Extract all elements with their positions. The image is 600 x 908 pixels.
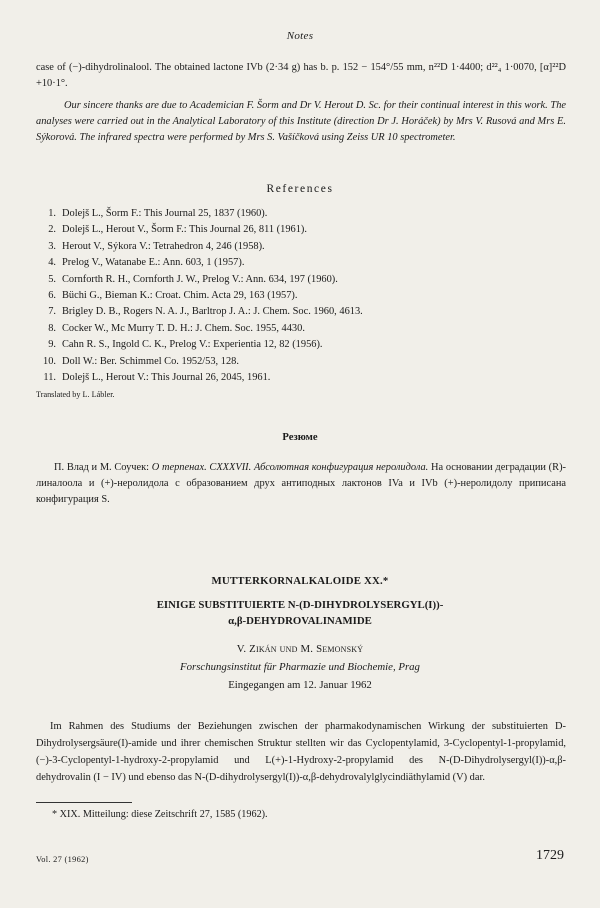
reference-item [36, 222, 566, 238]
reference-item [36, 239, 566, 255]
reference-number: 3. [48, 240, 56, 252]
reference-text: Cahn R. S., Ingold C. K., Prelog V.: Experientia 12, 82 (1956). [62, 339, 323, 351]
reference-number: 5. [48, 273, 56, 285]
article-authors: V. Zikán und M. Semonský [236, 643, 364, 655]
page-number: 1729 [536, 848, 564, 863]
reference-item [36, 288, 566, 304]
resume-paragraph [36, 460, 566, 508]
reference-number: 8. [48, 322, 56, 334]
reference-number: 4. [48, 257, 56, 269]
reference-text: Cornforth R. H., Cornforth J. W., Prelog V.: Ann. 634, 197 (1960). [62, 273, 338, 285]
resume-title: О терпенах. CXXXVII. Абсолютная конфигурация неролидола. [151, 462, 429, 473]
resume-authors: П. Влад и М. Соучек: [54, 462, 152, 473]
reference-number: 2. [48, 224, 56, 236]
references-list [36, 206, 566, 386]
reference-item [36, 321, 566, 337]
reference-item [36, 370, 566, 386]
reference-item [36, 304, 566, 320]
reference-item [36, 272, 566, 288]
reference-item [36, 255, 566, 271]
article-title: MUTTERKORNALKALOIDE XX.* [211, 575, 389, 587]
footnote-divider [36, 802, 132, 803]
reference-text: Dolejš L., Herout V.: This Journal 26, 2045, 1961. [62, 372, 271, 384]
article-intro-paragraph: Im Rahmen des Studiums der Beziehungen zwischen der pharmakodynamischen Wirkung der substituierten D-Dihydrolysergsäure(I)-amide und ihrer chemischen Struktur stellten wir das Cyclopentylamid, 3-Cyclopentyl-1-propylamid, (−)-3-Cyclopentyl-1-hydroxy-2-propylamid und L(+)-1-Hydroxy-2-propylamid des N-(D-Dihydrolysergyl(I))-α,β-dehydrovalin (I − IV) und ebenso das N-(D-dihydrolysergyl(I))-α,β-dehydrovalylglycindiäthylamid (V) dar. [36, 721, 566, 783]
reference-number: 6. [48, 290, 56, 302]
running-head: Notes [286, 30, 314, 42]
reference-text: Dolejš L., Šorm F.: This Journal 25, 1837 (1960). [62, 208, 268, 219]
reference-number: 9. [48, 339, 56, 351]
resume-heading: Резюме [282, 432, 318, 443]
reference-item [36, 337, 566, 353]
reference-text: Cocker W., Mc Murry T. D. H.: J. Chem. Soc. 1955, 4430. [62, 322, 305, 334]
article-subtitle-line: α,β-DEHYDROVALINAMIDE [228, 615, 372, 627]
footnote: * XIX. Mitteilung: diese Zeitschrift 27, 1585 (1962). [52, 809, 268, 820]
resume-text: На основании деградации (R)-линалоола и (+)-неролидола с образованием друх антиподных лактонов IVa и IVb (+)-неролидолу приписана конфигурация S. [36, 462, 566, 505]
article-subtitle [0, 597, 600, 629]
reference-number: 10. [43, 355, 56, 367]
reference-text: Brigley D. B., Rogers N. A. J., Barltrop J. A.: J. Chem. Soc. 1960, 4613. [62, 306, 363, 318]
article-subtitle-line: EINIGE SUBSTITUIERTE N-(D-DIHYDROLYSERGYL(I))- [156, 599, 444, 611]
reference-item [36, 354, 566, 370]
reference-text: Doll W.: Ber. Schimmel Co. 1952/53, 128. [62, 355, 239, 367]
acknowledgement-paragraph: Our sincere thanks are due to Academician F. Šorm and Dr V. Herout D. Sc. for their continual interest in this work. The analyses were carried out in the Analytical Laboratory of this Institute (direction Dr J. Horáček) by Mrs V. Rusová and Mrs E. Sýkorová. The infrared spectra were performed by Mrs S. Vašíčková using Zeiss UR 10 spectrometer. [36, 100, 566, 143]
translator-credit: Translated by L. Lábler. [36, 390, 115, 399]
received-date: Eingegangen am 12. Januar 1962 [228, 679, 372, 691]
reference-number: 7. [48, 306, 56, 318]
reference-text: Büchi G., Bieman K.: Croat. Chim. Acta 29, 163 (1957). [62, 290, 298, 302]
reference-text: Herout V., Sýkora V.: Tetrahedron 4, 246 (1958). [62, 240, 265, 252]
reference-item [36, 206, 566, 222]
reference-text: Dolejš L., Herout V., Šorm F.: This Journal 26, 811 (1961). [62, 224, 307, 236]
reference-text: Prelog V., Watanabe E.: Ann. 603, 1 (1957). [62, 257, 245, 269]
reference-number: 1. [48, 208, 56, 219]
experimental-paragraph: case of (−)-dihydrolinalool. The obtained lactone IVb (2·34 g) has b. p. 152 − 154°/55 mm, n²²D 1·4400; d²²₄ 1·0070, [α]²²D +10·1°. [36, 62, 566, 89]
article-institute: Forschungsinstitut für Pharmazie und Biochemie, Prag [180, 661, 420, 673]
references-heading: References [266, 183, 334, 195]
journal-volume: Vol. 27 (1962) [36, 855, 89, 864]
reference-number: 11. [43, 372, 56, 384]
